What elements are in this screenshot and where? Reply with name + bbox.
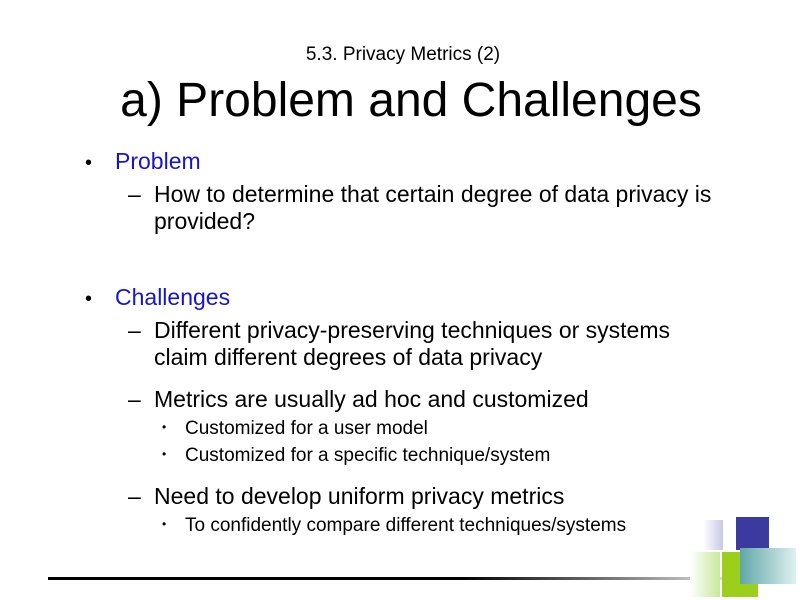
problem-bullet xyxy=(85,148,201,175)
problem-item-text: How to determine that certain degree of data privacy is provided? xyxy=(154,181,712,234)
dash-icon: – xyxy=(128,181,141,207)
dash-icon: – xyxy=(128,483,141,509)
slide-title: a) Problem and Challenges xyxy=(120,74,702,127)
challenge-subitem xyxy=(162,445,550,467)
challenge-item xyxy=(128,317,718,371)
dash-icon: – xyxy=(128,386,141,412)
challenge-subitem xyxy=(162,515,626,537)
problem-item xyxy=(128,181,718,235)
challenge-item xyxy=(128,483,718,510)
small-bullet-icon: • xyxy=(162,447,167,461)
challenge-item-text: Need to develop uniform privacy metrics xyxy=(154,483,565,509)
small-bullet-icon: • xyxy=(162,517,167,531)
dash-icon: – xyxy=(128,317,141,343)
slide-subtitle: 5.3. Privacy Metrics (2) xyxy=(305,44,501,65)
problem-label: Problem xyxy=(115,148,201,174)
challenge-subitem-text: Customized for a user model xyxy=(185,418,428,439)
small-bullet-icon: • xyxy=(162,420,167,434)
challenge-subitem xyxy=(162,418,428,440)
challenge-item-text: Metrics are usually ad hoc and customized xyxy=(154,386,589,412)
challenge-item-text: Different privacy-preserving techniques or systems claim different degrees of data privacy xyxy=(154,317,671,370)
challenges-label: Challenges xyxy=(115,284,231,310)
bottom-rule xyxy=(48,577,800,580)
bullet-dot-icon: • xyxy=(85,288,93,310)
challenge-subitem-text: Customized for a specific technique/system xyxy=(185,445,551,466)
bullet-dot-icon: • xyxy=(85,152,93,174)
challenge-subitem-text: To confidently compare different techniques/systems xyxy=(185,515,627,536)
challenge-item xyxy=(128,386,718,413)
challenges-bullet xyxy=(85,284,230,311)
